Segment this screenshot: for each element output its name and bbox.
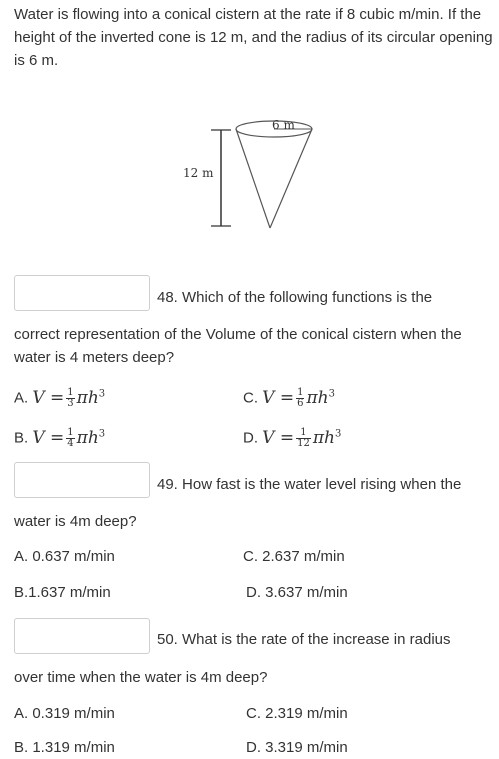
question-50-heading: 50. What is the rate of the increase in radius xyxy=(157,631,451,648)
option-50-d[interactable]: D. 3.319 m/min xyxy=(246,739,348,756)
formula-48-a: V = $\frac{1}{3}$ $\pi h^3$ xyxy=(32,386,106,409)
question-49-text: water is 4m deep? xyxy=(14,513,137,530)
question-49-heading: 49. How fast is the water level rising when the xyxy=(157,476,462,493)
question-50-text: over time when the water is 4m deep? xyxy=(14,669,268,686)
option-48-a[interactable]: A. V = $\frac{1}{3}$ $\pi h^3$ xyxy=(14,386,106,409)
formula-48-c: V = $\frac{1}{6}$ $\pi h^3$ xyxy=(262,386,335,409)
option-50-b[interactable]: B. 1.319 m/min xyxy=(14,739,115,756)
option-48-c[interactable]: C. V = $\frac{1}{6}$ $\pi h^3$ xyxy=(243,386,335,409)
answer-box-48[interactable] xyxy=(14,275,150,311)
option-48-d[interactable]: D. V = $\frac{1}{12}$ $\pi h^3$ xyxy=(243,426,342,449)
option-49-b[interactable]: B.1.637 m/min xyxy=(14,584,111,601)
formula-48-d: V = $\frac{1}{12}$ $\pi h^3$ xyxy=(262,426,342,449)
question-48-heading: 48. Which of the following functions is the xyxy=(157,289,433,306)
option-49-d[interactable]: D. 3.637 m/min xyxy=(246,584,348,601)
option-49-c[interactable]: C. 2.637 m/min xyxy=(243,548,345,565)
formula-48-b: V = $\frac{1}{4}$ $\pi h^3$ xyxy=(32,426,106,449)
question-48-text: correct representation of the Volume of the conical cistern when the water is 4 meters deep? xyxy=(14,326,462,366)
height-label: 12 m xyxy=(183,166,214,180)
answer-box-50[interactable] xyxy=(14,618,150,654)
option-48-b[interactable]: B. V = $\frac{1}{4}$ $\pi h^3$ xyxy=(14,426,106,449)
option-50-a[interactable]: A. 0.319 m/min xyxy=(14,705,115,722)
option-50-c[interactable]: C. 2.319 m/min xyxy=(246,705,348,722)
answer-box-49[interactable] xyxy=(14,462,150,498)
option-49-a[interactable]: A. 0.637 m/min xyxy=(14,548,115,565)
problem-intro: Water is flowing into a conical cistern at the rate if 8 cubic m/min. If the height of the inverted cone is 12 m, and the radius of its circular opening is 6 m. xyxy=(14,6,493,69)
radius-label: 6 m xyxy=(272,118,295,132)
cone-diagram xyxy=(178,110,318,235)
